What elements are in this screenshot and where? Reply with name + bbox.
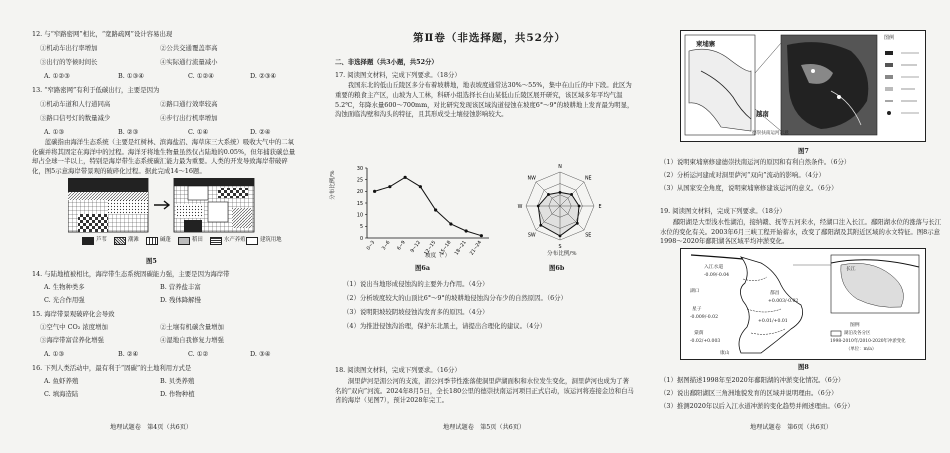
legend-reed: 芦苇 [96,237,107,243]
figure-8-legend-title: 图例 [850,323,860,328]
value-outflow-channel: -0.09/-0.04 [704,273,730,278]
radar-direction-label: NE [584,176,592,182]
figure-8-inset-map [831,255,919,313]
legend-aquaculture: 水产养殖 [224,237,246,243]
figure-6a-ylabel: 分布比例/% [330,170,336,200]
figure-5-caption: 图5 [146,257,157,265]
radar-series [538,192,579,236]
q14-stem: 14. 与陆地植被相比，海岸带生态系统固碳能力强，主要是因为海岸带 [32,270,230,278]
q15-option-c: C. ①② [188,350,209,358]
radar-direction-label: SW [527,233,536,239]
q15-option-d: D. ③④ [250,350,271,358]
label-xingzi: 星子 [692,307,702,312]
label-vietnam: 越南 [756,110,769,118]
q19-passage: 鄱阳湖是大型浅水性湖泊，接纳赣、抚等五河来水，经湖口注入长江。鄱阳湖水位的涨落与长江水位的变化有关。2003年6月三峡工程开始蓄水，改变了鄱阳湖及其附近区域的水文特征。图8示意1998～2020年鄱阳湖各区域平均冲淤变化。 [660,218,942,246]
figure-8-legend-unit: （单位：m/a） [846,347,877,352]
figure-6a [345,160,495,260]
q19-question-3: （3）推测2020年以后入江水道冲淤的变化趋势并阐述理由。（6分） [660,402,854,410]
radar-point [547,193,550,196]
q17-question-4: （4）为推进侵蚀沟治理，保护东北黑土，请提出合理化的建议。（4分） [343,322,547,330]
q16-option-b: B. 贝类养殖 [160,377,195,385]
y-tick-label: 30 [356,166,363,172]
radar-direction-label: E [598,205,602,210]
x-tick-label: 18~21 [454,240,468,257]
q15-item-4: ④湿地自我修复力增强 [160,336,224,344]
q18-question-2: （2）分析运河建成对洞里萨河“双向”流动的影响。（4分） [660,171,825,179]
page-4-footer: 地理试题卷 第4页（共6页） [110,424,193,431]
q12-option-a: A. ①②③ [44,72,70,80]
legend-paddy: 稻田 [192,237,203,243]
q13-option-a: A. ①③ [44,128,65,136]
x-tick-label: 0~3 [366,240,377,252]
figure-8-legend-lake: 湖泊及各分区 [844,331,871,336]
radar-point [559,191,562,194]
y-tick-label: 10 [356,213,363,219]
q19-intro: 19. 阅读图文材料，完成下列要求。（18分） [660,207,786,215]
q15-item-2: ②土壤有机碳含量增加 [160,323,224,331]
legend-suaeda: 碱蓬 [160,237,171,243]
data-point [404,176,407,179]
figure-7-overview-map [685,35,755,135]
q13-item-3: ③路口信号灯的数量减少 [40,114,111,122]
data-point [480,234,483,237]
figure-7 [680,30,926,142]
figure-7-detail-map [781,35,877,135]
figure-6a-caption: 图6a [415,264,430,272]
radar-direction-label: W [517,205,523,210]
section-title: 第Ⅱ卷（非选择题，共52分） [413,32,566,44]
data-point [449,222,452,225]
data-point [373,190,376,193]
radar-point [539,224,542,227]
q13-option-b: B. ②③ [118,128,139,136]
label-tangyin: 棠荫 [694,331,704,336]
q13-option-c: C. ①④ [188,128,209,136]
x-tick-label: 21~24 [469,240,484,257]
figure-7-legend-symbols [885,51,919,115]
data-point [419,185,422,188]
q12-item-2: ②公共交通覆盖率高 [160,44,218,52]
figure-6b-caption: 图6b [549,264,565,272]
q19-question-2: （2）说出鄱阳湖区三角洲地貌发育的区域并说明理由。（6分） [660,389,838,397]
legend-tidal-flat: 潮滩 [128,237,139,243]
section-heading: 二、非选择题（共3小题，共52分） [335,58,438,66]
page-4 [0,0,300,453]
q17-question-2: （2）分析坡度较大的山顶比6°～9°的坡耕地侵蚀沟分布少的自然原因。（6分） [343,294,567,302]
figure-8-legend-change: 1998-2010年/2010-2020年冲淤变化 [830,339,906,344]
y-tick-label: 0 [359,236,363,242]
q13-item-4: ④步行出行机率增加 [160,114,218,122]
y-tick-label: 15 [356,201,363,207]
passage-blue-carbon: 蓝碳指由海洋生态系统（主要是红树林、滨海盐沼、海草床三大系统）吸收大气中的二氧化碳并将其固定在海洋中的过程。海洋牙将地生物量虽然仅占陆地的0.05%，但年捕获碳总量却占全球一半以上，特别是海岸带生态系统碳汇能力最为重要。人类的开发导致海岸带破碎化，图5示意海岸带景观的破碎化过程。据此完成14～16题。 [32,138,296,175]
radar-point [576,222,579,225]
q12-option-c: C. ①②④ [188,72,214,80]
figure-5 [68,178,258,240]
q13-stem: 13. “窄路密网”有利于低碳出行，主要是因为 [32,86,160,94]
x-tick-label: 12~15 [423,240,438,257]
q18-passage: 洞里萨河是湄公河的支流，湄公河季节性涨落使洞里萨湖面积和水位发生变化，洞里萨河也成为了著名的“双向”河流。2024年8月5日，全长180公里的德崇扶南运河项目正式启动，该运河将连接金边和白马省的海岸（见图7），预计2028年完工。 [335,377,634,405]
y-tick-label: 5 [359,225,363,231]
q12-item-4: ④实际通行流量减小 [160,58,218,66]
q16-option-d: D. 作物种植 [160,390,195,398]
label-cambodia: 柬埔寨 [696,40,716,48]
label-hukou: 湖口 [690,289,700,294]
q15-stem: 15. 海岸带景观破碎化会导致 [32,310,115,318]
label-outflow-channel: 入江水道 [704,265,724,270]
q14-option-a: A. 生物种类多 [44,283,85,291]
radar-direction-label: N [558,165,562,170]
q15-option-a: A. ①③ [44,350,65,358]
x-tick-label: 6~9 [396,240,407,252]
q16-option-c: C. 填海造陆 [44,390,79,398]
y-tick-label: 25 [356,178,363,184]
q18-question-3: （3）从国家安全角度，说明柬埔寨修建该运河的意义。（6分） [660,184,838,192]
q12-option-b: B. ①③④ [118,72,144,80]
q16-stem: 16. 下列人类活动中，最有利于“固碳”的土地利用方式是 [32,364,192,372]
page-6 [650,0,950,453]
q14-option-b: B. 营养盐丰富 [160,283,201,291]
q12-item-3: ③出行的等候时间长 [40,58,98,66]
q15-item-3: ③海岸带富营养化增强 [40,336,104,344]
figure-5-before [68,178,148,232]
q14-option-d: D. 残体降解慢 [160,296,201,304]
q19-question-1: （1）据图描述1998年至2020年鄱阳湖的冲淤变化情况。（6分） [660,376,845,384]
figure-6b-xlabel: 分布比例/% [547,251,577,257]
data-point [465,229,468,232]
q17-question-1: （1）说出当地形成侵蚀沟的主要外力作用。（4分） [343,280,489,288]
value-tangyin: +0.01/+0.01 [758,319,788,324]
q18-question-1: （1）说明柬埔寨修建德崇扶南运河的原因和有利自然条件。（6分） [660,158,851,166]
radar-direction-label: S [558,245,562,250]
q18-intro: 18. 阅读图文材料，完成下列要求。（16分） [335,366,461,374]
legend-construction: 建筑用地 [260,237,282,243]
q13-item-1: ①机动车道和人行道同高 [40,100,111,108]
q12-item-1: ①机动车出行率增加 [40,44,98,52]
radar-direction-label: NW [527,176,536,182]
radar-point [578,205,581,208]
value-kangshan: -0.02/+0.003 [690,339,721,344]
q15-option-b: B. ②④ [118,350,139,358]
figure-7-legend-title: 图例 [884,35,895,41]
q17-passage: 我国东北的低山丘陵区多分布着坡耕地，地表坡度通常达30%～55%，集中在山丘的中下段。此区为重要的粮食主产区，山坡为人工林，科研小组选择长白山某低山丘陵区展开研究，该区域多年平均气温5.2℃，年降水量600～700mm，对比研究发现该区域沟道侵蚀在坡度6°～9°的坡耕地上发育最为明显，沟蚀面临沟壁和沟头的特征，且其形成受土壤侵蚀影响较大。 [335,81,634,119]
figure-6b [505,160,615,260]
q12-stem: 12. 与“窄路密网”相比，“宽路疏网”设计容易出现 [32,30,173,38]
radar-direction-label: SE [585,233,592,239]
figure-6a-xlabel: 坡度（°） [425,253,451,259]
label-yangtze: 长江 [846,267,856,272]
label-canal: 德崇扶南运河示意 [752,131,789,136]
q12-option-d: D. ②③④ [250,72,277,80]
q15-item-1: ①空气中 CO₂ 浓度增加 [40,323,108,331]
q14-option-c: C. 光合作用强 [44,296,85,304]
figure-5-arrow [154,201,169,209]
figure-8-caption: 图8 [798,363,809,371]
x-tick-label: 9~12 [410,240,423,254]
value-duchang: +0.003/-0.02 [768,299,799,304]
radar-point [570,193,573,196]
q17-question-3: （3）说明阳坡较阴坡侵蚀沟发育多的原因。（4分） [343,308,489,316]
figure-8-legend-symbols [831,331,841,336]
q13-option-d: D. ②④ [250,128,271,136]
x-tick-label: 3~6 [381,240,392,252]
data-point [434,208,437,211]
y-tick-label: 20 [356,190,363,196]
value-xingzi: -0.009/-0.02 [690,315,719,320]
radar-point [537,205,540,208]
figure-7-caption: 图7 [798,147,809,155]
q17-intro: 17. 阅读图文材料，完成下列要求。（18分） [335,71,461,79]
figure-5-after [174,178,254,232]
data-point [388,185,391,188]
q13-item-2: ②路口通行效率较高 [160,100,218,108]
label-kangshan: 康山 [720,351,730,356]
page-5-footer: 地理试题卷 第5页（共6页） [443,424,526,431]
label-duchang: 都昌 [770,291,780,296]
radar-point [559,235,562,238]
x-tick-label: 15~18 [439,240,453,257]
page-6-footer: 地理试题卷 第6页（共6页） [750,424,833,431]
page-5 [315,0,635,453]
q16-option-a: A. 鱼虾养殖 [44,377,79,385]
